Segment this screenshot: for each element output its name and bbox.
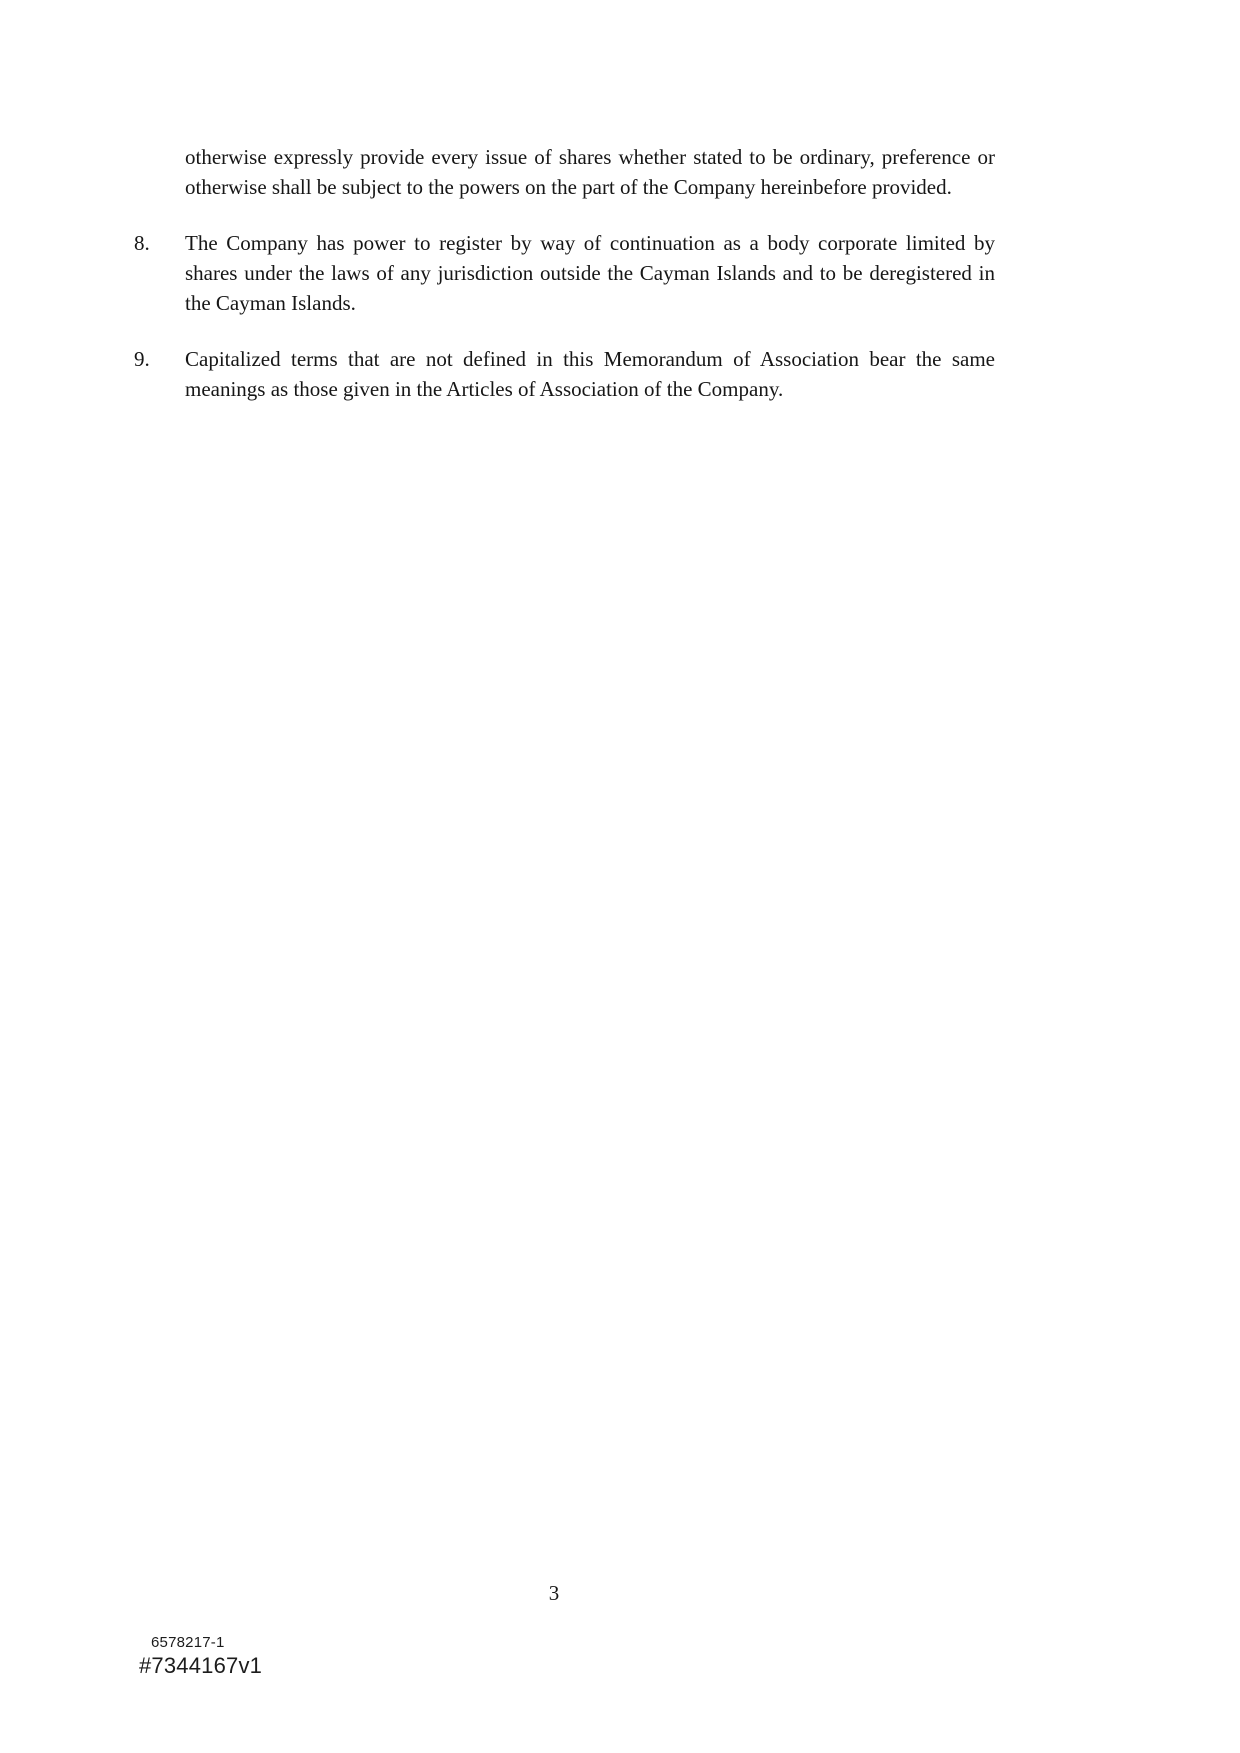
footer-version-id: #7344167v1 (139, 1653, 263, 1678)
body-text-block (134, 142, 995, 430)
footer-doc-id: 6578217-1 (151, 1634, 225, 1651)
list-item-8 (134, 228, 995, 318)
page-number: 3 (548, 1581, 560, 1605)
list-item-9 (134, 344, 995, 404)
continuation-paragraph: otherwise expressly provide every issue of shares whether stated to be ordinary, preference or otherwise shall be subject to the powers on the part of the Company hereinbefore provided. (185, 145, 995, 199)
item-text: Capitalized terms that are not defined in this Memorandum of Association bear the same meanings as those given in the Articles of Association of the Company. (185, 347, 995, 401)
footer (139, 1633, 262, 1680)
item-number: 8. (134, 231, 150, 255)
item-number: 9. (134, 347, 150, 371)
item-text: The Company has power to register by way of continuation as a body corporate limited by shares under the laws of any jurisdiction outside the Cayman Islands and to be deregistered in the Cayman Islands. (185, 231, 995, 315)
